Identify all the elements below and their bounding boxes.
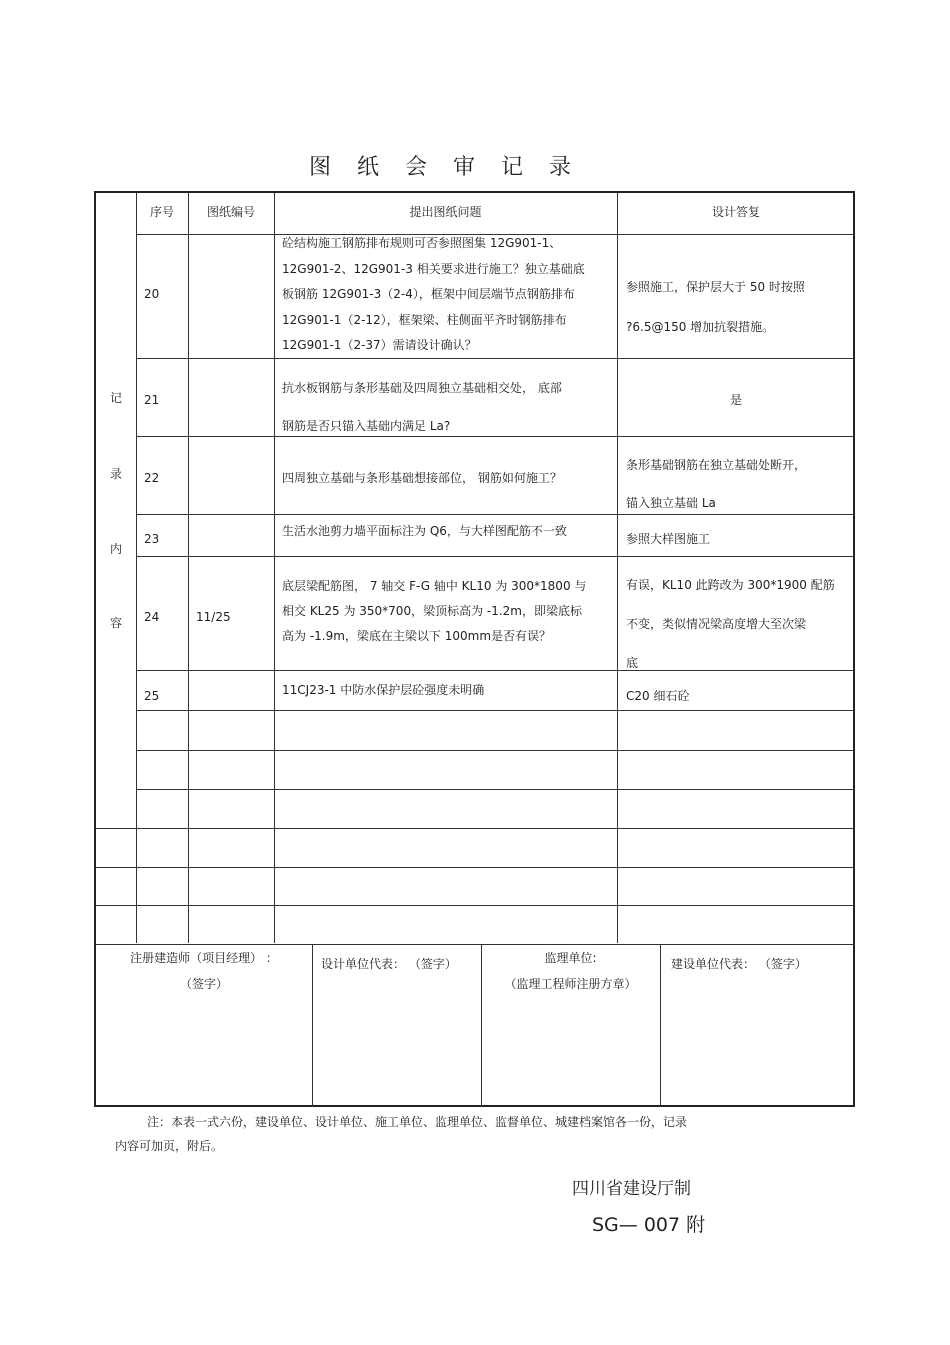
row-divider xyxy=(136,710,855,711)
header-reply: 设计答复 xyxy=(711,205,760,219)
signature-owner: 建设单位代表： （签字） xyxy=(671,957,807,971)
signature-line: （监理工程师注册方章） xyxy=(504,977,637,991)
title-char: 记 xyxy=(501,155,524,180)
row-question: 11CJ23-1 中防水保护层砼强度未明确 xyxy=(282,683,485,697)
review-record-table xyxy=(94,191,855,1107)
row-seq: 21 xyxy=(144,393,160,407)
row-reply xyxy=(626,267,805,347)
row-drawing-no: 11/25 xyxy=(196,610,231,624)
reply-line: 条形基础钢筋在独立基础处断开， xyxy=(626,458,807,472)
title-char: 审 xyxy=(453,155,476,180)
col-divider xyxy=(617,193,618,943)
row-divider xyxy=(96,867,855,868)
question-line: 12G901-2、12G901-3 相关要求进行施工？独立基础底 xyxy=(282,261,585,276)
title-char: 录 xyxy=(549,155,572,180)
side-label-char: 内 xyxy=(109,542,122,556)
header-seq: 序号 xyxy=(149,205,174,219)
row-divider xyxy=(96,905,855,906)
question-line: 12G901-1（2-37）需请设计确认？ xyxy=(282,338,477,352)
row-question xyxy=(282,574,586,649)
row-reply: C20 细石砼 xyxy=(626,689,690,703)
row-seq: 22 xyxy=(144,471,160,485)
row-reply xyxy=(626,566,835,683)
question-line: 砼结构施工钢筋排布规则可否参照图集 12G901-1、 xyxy=(282,236,562,250)
row-reply: 参照大样图施工 xyxy=(626,532,711,546)
side-label-char: 容 xyxy=(109,616,122,630)
signature-line: 注册建造师（项目经理） ： xyxy=(130,951,278,965)
row-question xyxy=(282,231,585,359)
footnote-line: 内容可加页，附后。 xyxy=(115,1139,224,1153)
header-question: 提出图纸问题 xyxy=(409,205,482,219)
title-char: 纸 xyxy=(356,155,379,180)
reply-line: 锚入独立基础 La xyxy=(626,496,716,510)
reply-line: ?6.5@150 增加抗裂措施。 xyxy=(626,320,775,334)
form-code: SG— 007 附 xyxy=(592,1214,706,1236)
row-divider xyxy=(136,556,855,557)
question-line: 底层梁配筋图， 7 轴交 F-G 轴中 KL10 为 300*1800 与 xyxy=(282,579,587,593)
row-reply: 是 xyxy=(729,393,742,407)
row-question xyxy=(282,369,562,445)
footnote xyxy=(115,1110,687,1158)
row-seq: 20 xyxy=(144,287,160,301)
side-label-char: 录 xyxy=(109,467,122,481)
row-divider xyxy=(96,828,855,829)
footnote-line: 注：本表一式六份，建设单位、设计单位、施工单位、监理单位、监督单位、城建档案馆各一份，记录 xyxy=(147,1115,688,1129)
document-title xyxy=(0,150,880,181)
row-question: 四周独立基础与条形基础想接部位， 钢筋如何施工？ xyxy=(282,471,562,485)
header-drawing-no: 图纸编号 xyxy=(206,205,255,219)
signature-design: 设计单位代表： （签字） xyxy=(321,957,457,971)
row-seq: 24 xyxy=(144,610,160,624)
side-label-char: 记 xyxy=(109,391,122,405)
row-question: 生活水池剪力墙平面标注为 Q6，与大样图配筋不一致 xyxy=(282,524,567,538)
title-char: 图 xyxy=(308,155,331,180)
signature-line: 监理单位: xyxy=(544,951,597,965)
row-seq: 23 xyxy=(144,532,160,546)
question-line: 高为 -1.9m，梁底在主梁以下 100mm是否有误？ xyxy=(282,629,552,643)
question-line: 抗水板钢筋与条形基础及四周独立基础相交处， 底部 xyxy=(282,381,562,395)
col-divider xyxy=(136,193,137,943)
issuer: 四川省建设厅制 xyxy=(572,1179,691,1199)
row-reply xyxy=(626,446,806,522)
title-char: 会 xyxy=(404,155,427,180)
reply-line: 参照施工，保护层大于 50 时按照 xyxy=(626,280,805,294)
question-line: 板钢筋 12G901-3（2-4），框架中间层端节点钢筋排布 xyxy=(282,287,575,301)
reply-line: 有误，KL10 此跨改为 300*1900 配筋 xyxy=(626,578,835,592)
col-divider xyxy=(274,193,275,943)
sig-divider xyxy=(312,944,313,1107)
row-seq: 25 xyxy=(144,689,160,703)
signature-supervision xyxy=(481,945,660,997)
signature-pm xyxy=(96,945,312,997)
row-divider xyxy=(136,789,855,790)
question-line: 12G901-1（2-12），框架梁、柱侧面平齐时钢筋排布 xyxy=(282,312,567,327)
reply-line: 底 xyxy=(626,656,639,670)
signature-line: （签字） xyxy=(179,977,228,991)
col-divider xyxy=(188,193,189,943)
question-line: 钢筋是否只锚入基础内满足 La? xyxy=(282,419,451,433)
question-line: 相交 KL25 为 350*700，梁顶标高为 -1.2m，即梁底标 xyxy=(282,604,582,618)
reply-line: 不变，类似情况梁高度增大至次梁 xyxy=(626,617,807,631)
row-divider xyxy=(136,750,855,751)
sig-divider xyxy=(660,944,661,1107)
